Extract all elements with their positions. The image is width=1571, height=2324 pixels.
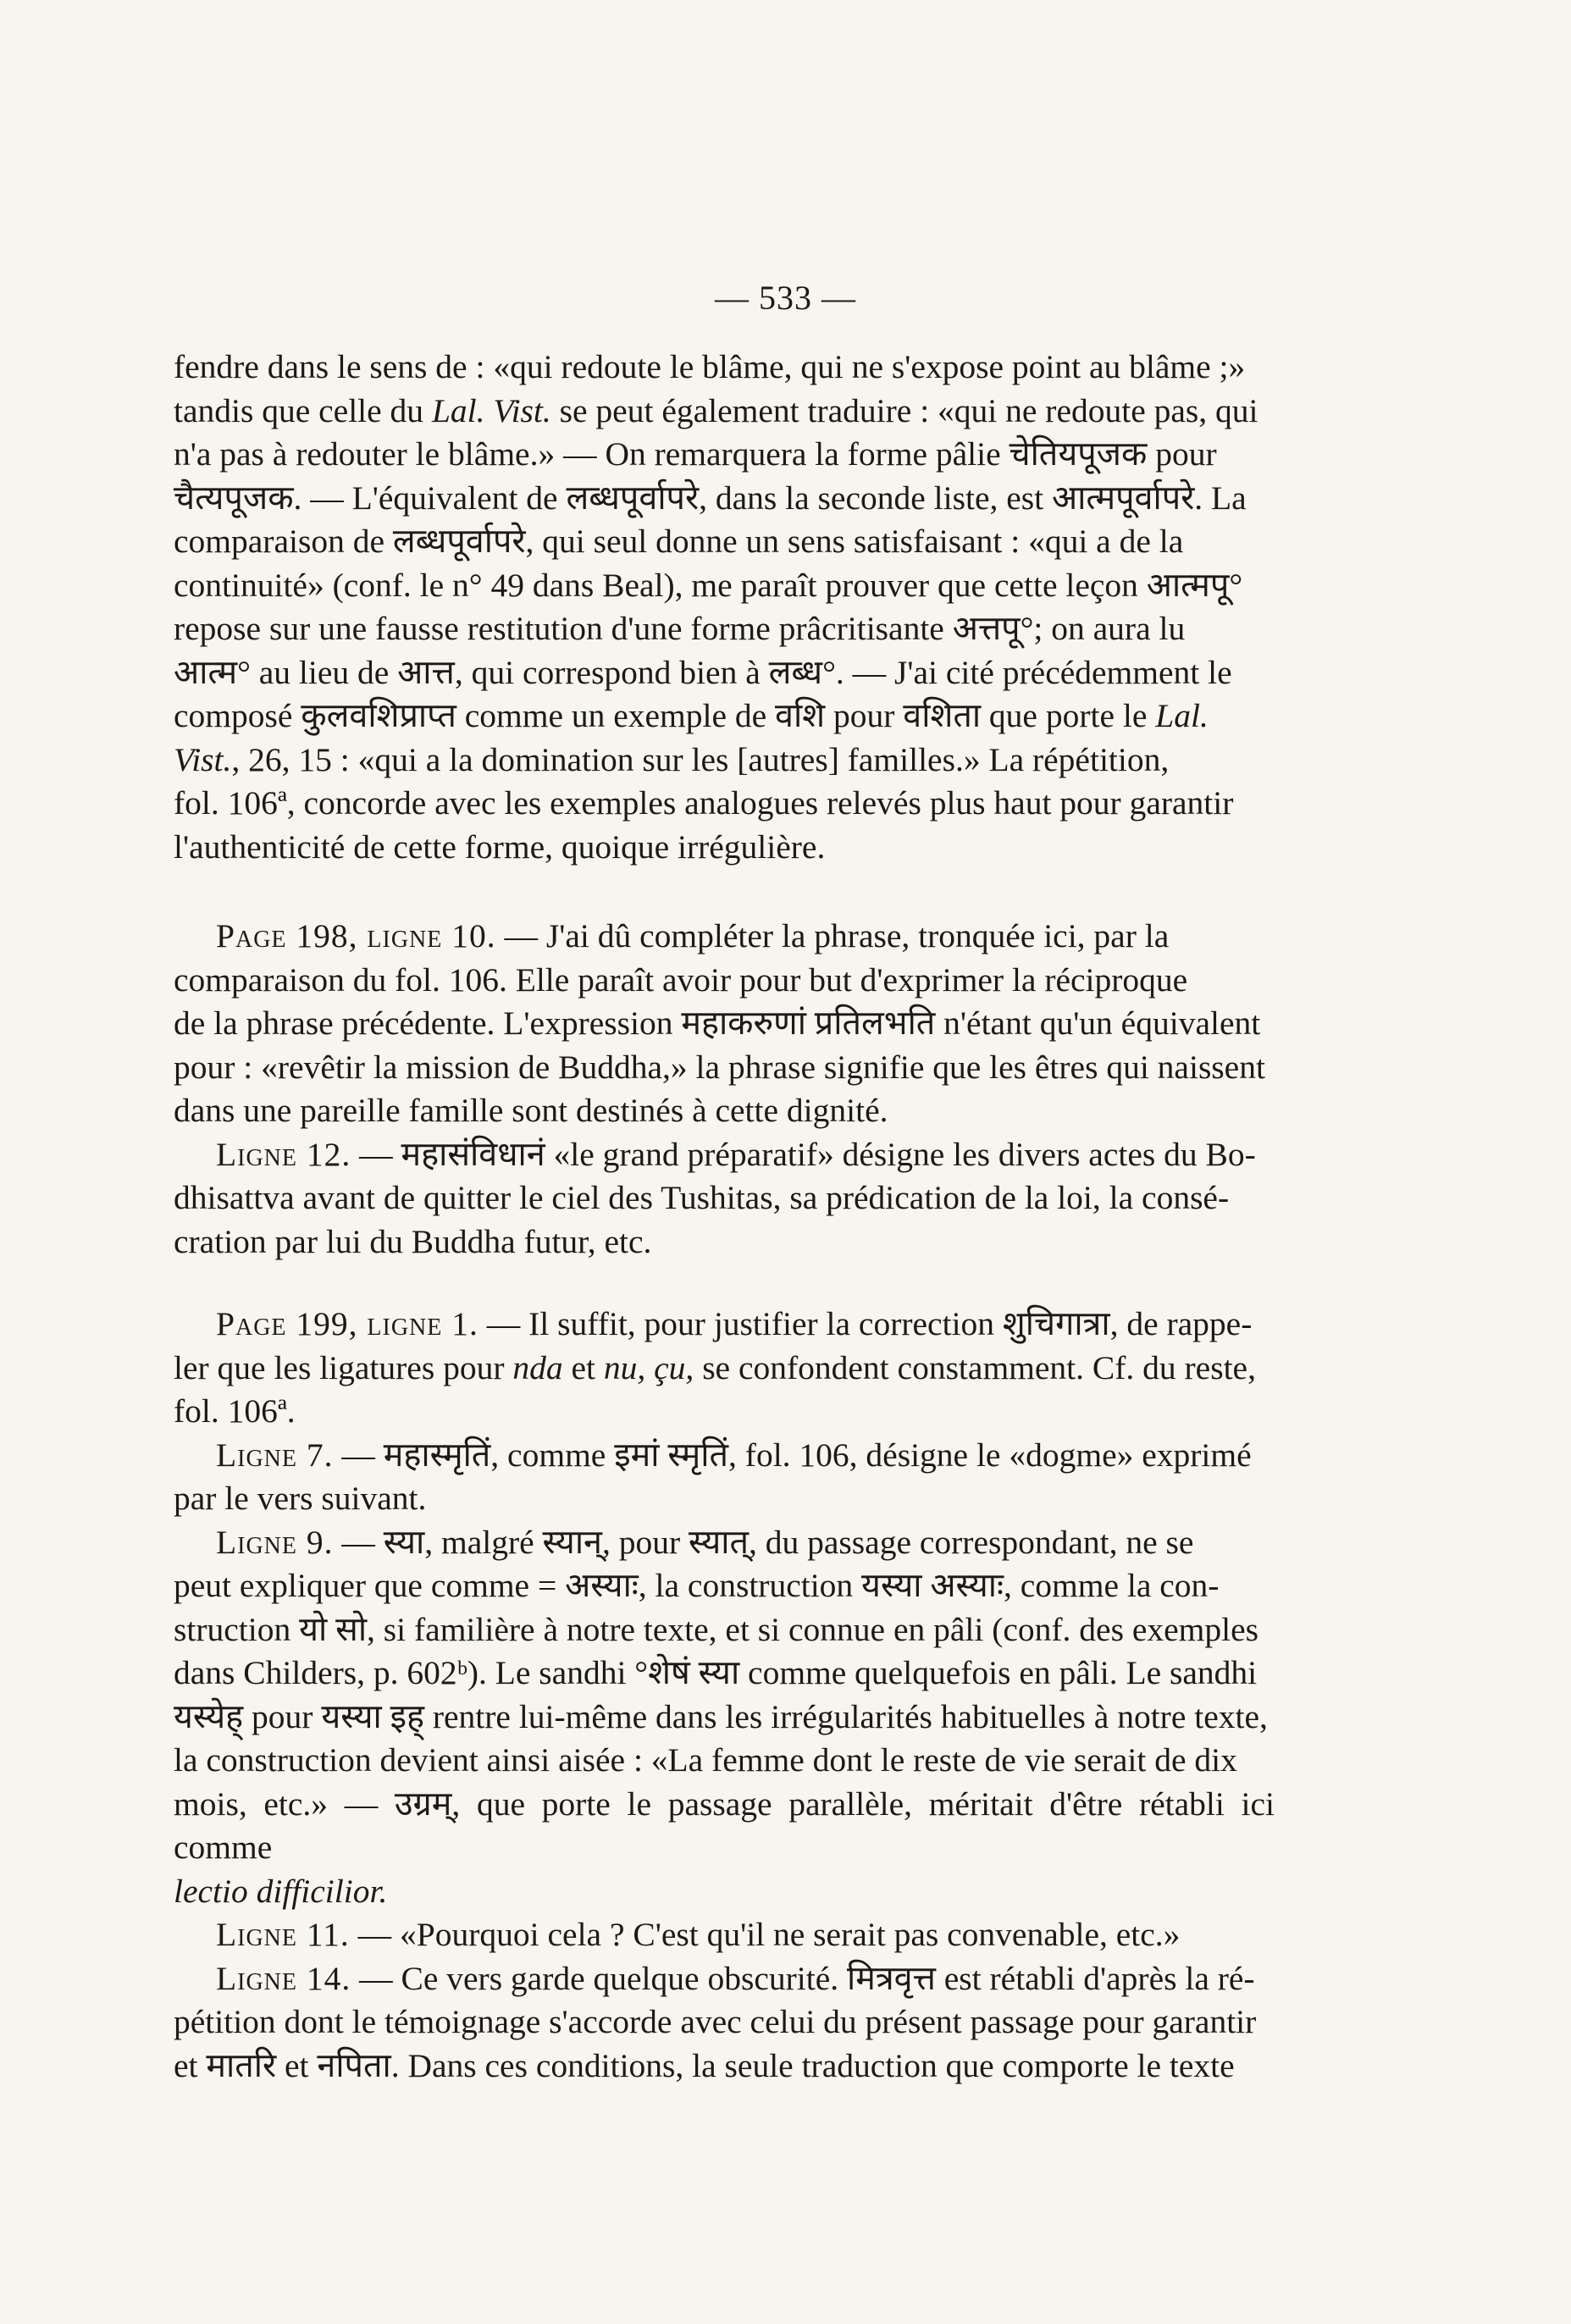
text-line: Vist., 26, 15 : «qui a la domination sur les [autres] familles.» La répétition, [174, 740, 1170, 778]
text-line: peut expliquer que comme = अस्याः, la construction यस्या अस्याः, comme la con- [174, 1567, 1220, 1604]
text-block-continuation [174, 346, 1275, 869]
page-number: — 533 — [715, 279, 856, 317]
text-line: fendre dans le sens de : «qui redoute le blâme, qui ne s'expose point au blâme ;» [174, 348, 1246, 385]
section-heading: Ligne 14. [216, 1959, 351, 1997]
text-line: dans une pareille famille sont destinés à cette dignité. [174, 1092, 888, 1129]
text-block-page-199 [174, 1303, 1275, 2088]
text-line: struction यो सो, si familière à notre texte, et si connue en pâli (conf. des exemples [174, 1610, 1258, 1648]
text-line: tandis que celle du Lal. Vist. se peut également traduire : «qui ne redoute pas, qui [174, 391, 1258, 429]
text-line: fol. 106ª. [174, 1392, 296, 1430]
text-line: चैत्यपूजक. — L'équivalent de लब्धपूर्वापरे, dans la seconde liste, est आत्मपूर्वापरे. La [174, 479, 1247, 517]
text-line: n'a pas à redouter le blâme.» — On remarquera la forme pâlie चेतियपूजक pour [174, 435, 1217, 473]
section-heading: Ligne 12. [216, 1135, 351, 1173]
text-line: Ligne 7. — महास्मृतिं, comme इमां स्मृतिं, fol. 106, désigne le «dogme» exprimé [216, 1436, 1252, 1474]
text-block-page-198 [174, 915, 1275, 1264]
section-heading: Page 199, ligne 1. [216, 1305, 478, 1342]
text-line: यस्येह् pour यस्या इह् rentre lui-même dans les irrégularités habituelles à notre texte, [174, 1697, 1268, 1735]
text-line: mois, etc.» — उग्रम्, que porte le passage parallèle, méritait d'être rétabli ici comme [174, 1784, 1275, 1866]
text-line: cration par lui du Buddha futur, etc. [174, 1222, 652, 1260]
text-line: Ligne 9. — स्या, malgré स्यान्, pour स्यात्, du passage correspondant, ne se [216, 1523, 1194, 1561]
text-line: et मातरि et नपिता. Dans ces conditions, la seule traduction que comporte le texte [174, 2046, 1235, 2084]
text-line: Ligne 12. — महासंविधानं «le grand préparatif» désigne les divers actes du Bo- [216, 1135, 1256, 1173]
text-line: pétition dont le témoignage s'accorde avec celui du présent passage pour garantir [174, 2003, 1257, 2040]
text-line: Ligne 11. — «Pourquoi cela ? C'est qu'il ne serait pas convenable, etc.» [216, 1916, 1181, 1953]
text-line: continuité» (conf. le n° 49 dans Beal), me paraît prouver que cette leçon आत्मपू° [174, 566, 1243, 604]
text-line: l'authenticité de cette forme, quoique irrégulière. [174, 827, 826, 866]
text-line: comparaison de लब्धपूर्वापरे, qui seul donne un sens satisfaisant : «qui a de la [174, 523, 1184, 560]
text-line: lectio difficilior. [174, 1872, 388, 1910]
text-line: Page 199, ligne 1. — Il suffit, pour justifier la correction शुचिगात्रा, de rappe- [216, 1305, 1253, 1342]
text-line: ler que les ligatures pour nda et nu, çu, se confondent constamment. Cf. du reste, [174, 1348, 1256, 1386]
text-line: Page 198, ligne 10. — J'ai dû compléter la phrase, tronquée ici, par la [216, 917, 1170, 955]
section-heading: Ligne 7. [216, 1436, 334, 1474]
text-line: par le vers suivant. [174, 1480, 427, 1517]
text-line: la construction devient ainsi aisée : «La femme dont le reste de vie serait de dix [174, 1741, 1237, 1779]
text-line: Ligne 14. — Ce vers garde quelque obscurité. मित्रवृत्त est rétabli d'après la ré- [216, 1959, 1255, 1997]
section-heading: Page 198, ligne 10. [216, 917, 496, 955]
text-line: आत्म° au lieu de आत्त, qui correspond bien à लब्ध°. — J'ai cité précédemment le [174, 653, 1232, 691]
text-line: composé कुलवशिप्राप्त comme un exemple de वशि pour वशिता que porte le Lal. [174, 697, 1209, 734]
text-line: de la phrase précédente. L'expression महाकरुणां प्रतिलभति n'étant qu'un équivalent [174, 1004, 1261, 1042]
text-line: comparaison du fol. 106. Elle paraît avoir pour but d'exprimer la réciproque [174, 960, 1188, 999]
section-heading: Ligne 9. [216, 1523, 334, 1561]
text-line: dans Childers, p. 602ᵇ). Le sandhi °शेषं स्या comme quelquefois en pâli. Le sandhi [174, 1654, 1258, 1691]
text-line: pour : «revêtir la mission de Buddha,» la phrase signifie que les êtres qui naissent [174, 1048, 1265, 1086]
text-line: repose sur une fausse restitution d'une forme prâcritisante अत्तपू°; on aura lu [174, 610, 1186, 647]
text-line: fol. 106ª, concorde avec les exemples analogues relevés plus haut pour garantir [174, 784, 1234, 822]
text-line: dhisattva avant de quitter le ciel des Tushitas, sa prédication de la loi, la consé- [174, 1179, 1230, 1216]
section-heading: Ligne 11. [216, 1916, 350, 1953]
